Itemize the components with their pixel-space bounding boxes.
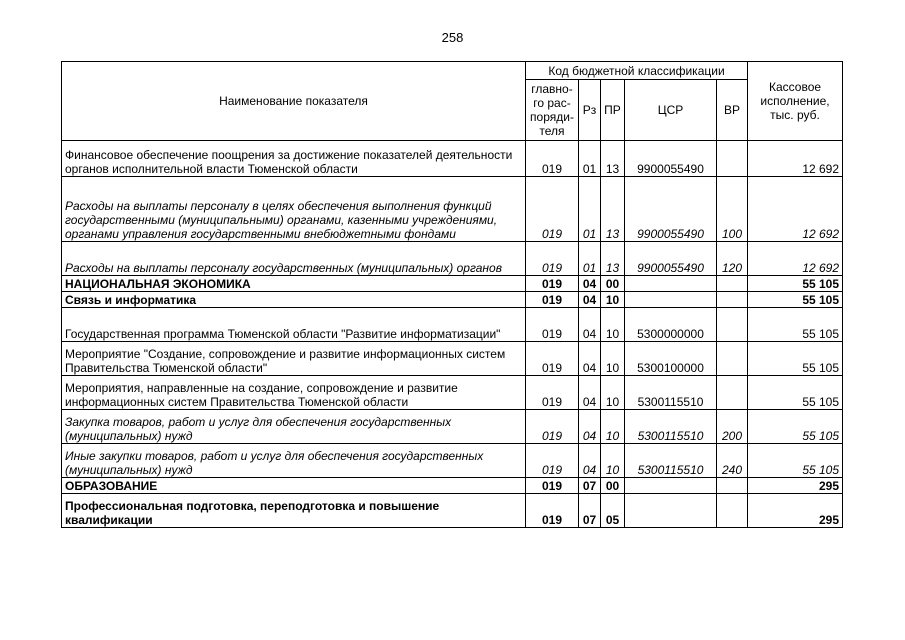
row-csr xyxy=(625,494,717,528)
row-glav: 019 xyxy=(526,242,579,276)
row-rz: 04 xyxy=(579,342,601,376)
row-vr xyxy=(717,376,748,410)
row-csr: 9900055490 xyxy=(625,177,717,242)
row-glav: 019 xyxy=(526,177,579,242)
row-glav: 019 xyxy=(526,444,579,478)
row-amount: 12 692 xyxy=(748,177,843,242)
row-rz: 04 xyxy=(579,292,601,308)
header-name: Наименование показателя xyxy=(62,62,526,141)
row-csr: 5300115510 xyxy=(625,376,717,410)
table-row xyxy=(62,376,843,410)
row-glav: 019 xyxy=(526,292,579,308)
row-vr: 120 xyxy=(717,242,748,276)
row-csr xyxy=(625,292,717,308)
row-amount: 12 692 xyxy=(748,242,843,276)
row-amount: 12 692 xyxy=(748,141,843,177)
row-glav: 019 xyxy=(526,308,579,342)
table-row xyxy=(62,242,843,276)
row-vr xyxy=(717,494,748,528)
row-rz: 01 xyxy=(579,177,601,242)
row-pr: 13 xyxy=(601,242,625,276)
row-csr: 5300115510 xyxy=(625,444,717,478)
row-vr: 100 xyxy=(717,177,748,242)
row-pr: 13 xyxy=(601,141,625,177)
page-number: 258 xyxy=(441,30,464,45)
row-vr xyxy=(717,276,748,292)
row-rz: 04 xyxy=(579,410,601,444)
header-code-group: Код бюджетной классификации xyxy=(526,62,748,80)
header-vr: ВР xyxy=(717,80,748,141)
table-row xyxy=(62,444,843,478)
row-vr xyxy=(717,141,748,177)
row-pr: 10 xyxy=(601,410,625,444)
row-glav: 019 xyxy=(526,276,579,292)
row-vr xyxy=(717,308,748,342)
row-rz: 07 xyxy=(579,478,601,494)
row-glav: 019 xyxy=(526,342,579,376)
header-csr: ЦСР xyxy=(625,80,717,141)
table-row xyxy=(62,494,843,528)
row-name: Иные закупки товаров, работ и услуг для обеспечения государственных (муниципальных) нужд xyxy=(62,444,526,478)
row-name: Связь и информатика xyxy=(62,292,526,308)
header-amount: Кассовое исполнение, тыс. руб. xyxy=(748,62,843,141)
row-pr: 10 xyxy=(601,308,625,342)
row-rz: 04 xyxy=(579,308,601,342)
row-amount: 55 105 xyxy=(748,444,843,478)
row-vr xyxy=(717,292,748,308)
row-csr: 9900055490 xyxy=(625,141,717,177)
table-row xyxy=(62,342,843,376)
row-rz: 07 xyxy=(579,494,601,528)
table-row xyxy=(62,308,843,342)
row-amount: 55 105 xyxy=(748,410,843,444)
row-rz: 04 xyxy=(579,376,601,410)
row-amount: 55 105 xyxy=(748,342,843,376)
row-rz: 04 xyxy=(579,444,601,478)
row-vr: 240 xyxy=(717,444,748,478)
row-pr: 10 xyxy=(601,444,625,478)
row-csr: 5300115510 xyxy=(625,410,717,444)
row-name: НАЦИОНАЛЬНАЯ ЭКОНОМИКА xyxy=(62,276,526,292)
row-name: Государственная программа Тюменской области "Развитие информатизации" xyxy=(62,308,526,342)
row-name: Расходы на выплаты персоналу государственных (муниципальных) органов xyxy=(62,242,526,276)
row-amount: 55 105 xyxy=(748,292,843,308)
row-pr: 10 xyxy=(601,376,625,410)
row-csr: 5300000000 xyxy=(625,308,717,342)
row-name: Мероприятия, направленные на создание, сопровождение и развитие информационных систем Правительства Тюменской области xyxy=(62,376,526,410)
table-row xyxy=(62,177,843,242)
row-pr: 00 xyxy=(601,478,625,494)
row-amount: 295 xyxy=(748,478,843,494)
row-glav: 019 xyxy=(526,141,579,177)
row-pr: 13 xyxy=(601,177,625,242)
row-pr: 00 xyxy=(601,276,625,292)
row-glav: 019 xyxy=(526,376,579,410)
row-csr xyxy=(625,276,717,292)
table-row xyxy=(62,478,843,494)
row-vr xyxy=(717,342,748,376)
table-row xyxy=(62,292,843,308)
row-name: Расходы на выплаты персоналу в целях обеспечения выполнения функций государственными (муниципальными) органами, казенными учреждениями, органами управления государственными внебюджетными фондами xyxy=(62,177,526,242)
row-amount: 295 xyxy=(748,494,843,528)
row-glav: 019 xyxy=(526,478,579,494)
row-rz: 04 xyxy=(579,276,601,292)
row-name: Финансовое обеспечение поощрения за достижение показателей деятельности органов исполнительной власти Тюменской области xyxy=(62,141,526,177)
row-rz: 01 xyxy=(579,242,601,276)
row-name: Профессиональная подготовка, переподготовка и повышение квалификации xyxy=(62,494,526,528)
row-csr: 9900055490 xyxy=(625,242,717,276)
table-row xyxy=(62,141,843,177)
row-csr xyxy=(625,478,717,494)
row-rz: 01 xyxy=(579,141,601,177)
header-rz: Рз xyxy=(579,80,601,141)
row-name: Мероприятие "Создание, сопровождение и развитие информационных систем Правительства Тюменской области" xyxy=(62,342,526,376)
header-pr: ПР xyxy=(601,80,625,141)
row-name: Закупка товаров, работ и услуг для обеспечения государственных (муниципальных) нужд xyxy=(62,410,526,444)
row-amount: 55 105 xyxy=(748,376,843,410)
row-vr: 200 xyxy=(717,410,748,444)
row-pr: 10 xyxy=(601,342,625,376)
table-row xyxy=(62,410,843,444)
row-glav: 019 xyxy=(526,494,579,528)
header-glav: главно-го рас-поряди-теля xyxy=(526,80,579,141)
row-vr xyxy=(717,478,748,494)
row-amount: 55 105 xyxy=(748,276,843,292)
budget-execution-table xyxy=(61,61,843,528)
table-row xyxy=(62,276,843,292)
row-csr: 5300100000 xyxy=(625,342,717,376)
row-pr: 05 xyxy=(601,494,625,528)
row-pr: 10 xyxy=(601,292,625,308)
row-amount: 55 105 xyxy=(748,308,843,342)
row-name: ОБРАЗОВАНИЕ xyxy=(62,478,526,494)
row-glav: 019 xyxy=(526,410,579,444)
